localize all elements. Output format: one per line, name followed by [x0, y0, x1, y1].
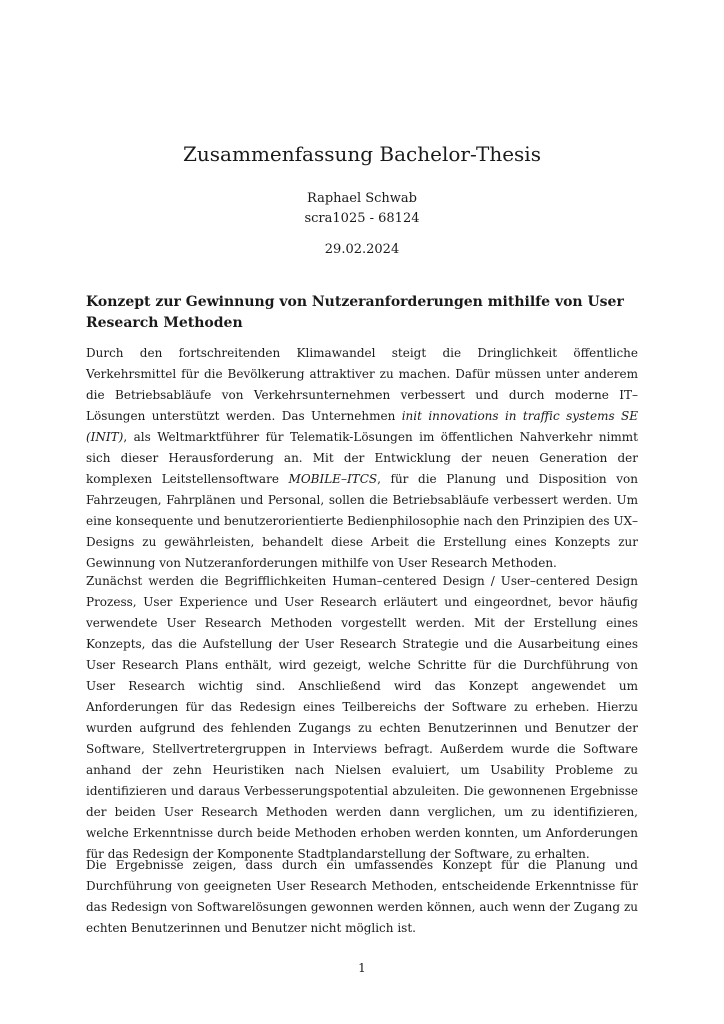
student-code: scra1025 - 68124	[304, 211, 420, 226]
page-number: 1	[358, 961, 366, 975]
paragraph-1-text-c: , für die Planung und Disposition von Fahrzeugen, Fahrplänen und Personal, sollen die Betriebsabläufe verbessert werden. Um eine konsequente und benutzerorientierte Bedienphilosophie nach den Prinzipien des UX–Designs zu gewährleisten, behandelt diese Arbeit die Erstellung eines Konzepts zur Gewinnung von Nutzeranforderungen mithilfe von User Research Methoden.	[86, 472, 638, 570]
paragraph-3: Die Ergebnisse zeigen, dass durch ein umfassendes Konzept für die Planung und Durchführung von geeigneten User Research Methoden, entscheidende Erkenntnisse für das Redesign von Softwarelösungen gewonnen werden können, auch wenn der Zugang zu echten Benutzerinnen und Benutzer nicht möglich ist.	[86, 858, 638, 935]
section-title: Konzept zur Gewinnung von Nutzeranforderungen mithilfe von User Research Methoden	[86, 294, 624, 331]
company-name: init innovations in traffic systems SE (INIT)	[86, 409, 639, 444]
software-name: MOBILE–ITCS	[288, 472, 378, 486]
paragraph-1	[86, 343, 638, 574]
document-date: 29.02.2024	[324, 242, 400, 257]
paragraph-1-text-a: Durch den fortschreitenden Klimawandel steigt die Dringlichkeit öffentliche Verkehrsmittel für die Bevölkerung attraktiver zu machen. Dafür müssen unter anderem die Betriebsabläufe von Verkehrsunternehmen verbessert und durch moderne IT–Lösungen unterstützt werden. Das Unternehmen	[86, 346, 638, 423]
paragraph-1-text-b: , als Weltmarktführer für Telematik-Lösungen im öffentlichen Nahverkehr nimmt sich dieser Herausforderung an. Mit der Entwicklung der neuen Generation der komplexen Leitstellensoftware	[86, 430, 638, 486]
author-name: Raphael Schwab	[306, 191, 418, 206]
document-title: Zusammenfassung Bachelor-Thesis	[183, 142, 541, 166]
paragraph-2: Zunächst werden die Begrifflichkeiten Human–centered Design / User–centered Design Prozess, User Experience und User Research erläutert und eingeordnet, bevor häufig verwendete User Research Methoden vorgestellt werden. Mit der Erstellung eines Konzepts, das die Aufstellung der User Research Strategie und die Ausarbeitung eines User Research Plans enthält, wird gezeigt, welche Schritte für die Durchführung von User Research wichtig sind. Anschließend wird das Konzept angewendet um Anforderungen für das Redesign eines Teilbereichs der Software zu erheben. Hierzu wurden aufgrund des fehlenden Zugangs zu echten Benutzerinnen und Benutzer der Software, Stellvertretergruppen in Interviews befragt. Außerdem wurde die Software anhand der zehn Heuristiken nach Nielsen evaluiert, um Usability Probleme zu identifizieren und daraus Verbesserungspotential abzuleiten. Die gewonnenen Ergebnisse der beiden User Research Methoden werden dann verglichen, um zu identifizieren, welche Erkenntnisse durch beide Methoden erhoben werden konnten, um Anforderungen für das Redesign der Komponente Stadtplandarstellung der Software, zu erhalten.	[86, 574, 638, 861]
